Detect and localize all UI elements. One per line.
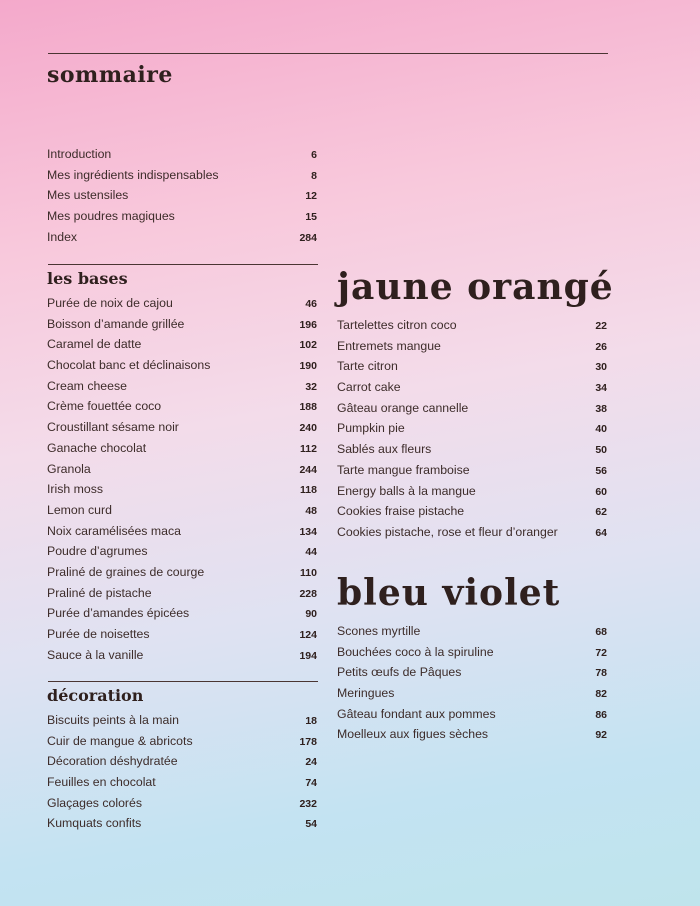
entry-page-number: 38 — [595, 402, 607, 415]
toc-entry — [337, 665, 607, 686]
bleu-violet-list — [337, 624, 607, 748]
entry-page-number: 196 — [299, 318, 317, 331]
entry-page-number: 60 — [595, 485, 607, 498]
entry-label: Purée de noisettes — [47, 627, 150, 641]
entry-label: Granola — [47, 461, 91, 476]
entry-page-number: 68 — [595, 626, 607, 638]
entry-label: Purée de noix de cajou — [47, 296, 173, 310]
entry-label: Irish moss — [47, 482, 104, 497]
toc-entry — [337, 339, 607, 360]
entry-label: Carrot cake — [337, 380, 401, 395]
entry-label: Purée d’amandes épicées — [47, 606, 190, 621]
entry-page-number: 12 — [305, 190, 317, 203]
entry-page-number: 74 — [305, 777, 317, 790]
entry-label: Caramel de datte — [47, 337, 142, 352]
entry-page-number: 78 — [595, 667, 607, 680]
toc-entry — [47, 565, 317, 586]
entry-label: Tarte mangue framboise — [337, 462, 470, 477]
jaune-orange-list — [337, 318, 607, 546]
entry-page-number: 110 — [300, 566, 317, 579]
les-bases-title: les bases — [47, 269, 128, 288]
entry-page-number: 124 — [299, 629, 317, 641]
entry-label: Mes ingrédients indispensables — [47, 167, 219, 182]
entry-label: Cream cheese — [47, 378, 127, 393]
entry-label: Praliné de graines de courge — [47, 564, 205, 579]
entry-page-number: 194 — [299, 649, 317, 662]
entry-label: Petits œufs de Pâques — [337, 665, 462, 680]
entry-label: Index — [47, 229, 78, 244]
toc-entry — [47, 358, 317, 379]
entry-page-number: 62 — [595, 506, 607, 519]
entry-page-number: 44 — [305, 546, 317, 559]
entry-page-number: 48 — [305, 504, 317, 517]
entry-page-number: 86 — [595, 708, 607, 721]
toc-entry — [47, 399, 317, 420]
entry-page-number: 284 — [299, 231, 317, 244]
entry-page-number: 92 — [595, 729, 607, 742]
entry-page-number: 90 — [305, 608, 317, 621]
decoration-list — [47, 713, 317, 837]
toc-entry — [47, 441, 317, 462]
toc-entry — [47, 379, 317, 400]
entry-page-number: 32 — [305, 380, 317, 393]
toc-entry — [337, 624, 607, 645]
entry-page-number: 190 — [299, 360, 317, 373]
toc-entry — [337, 359, 607, 380]
sommaire-title: sommaire — [47, 62, 173, 88]
toc-entry — [47, 606, 317, 627]
entry-label: Pumpkin pie — [337, 421, 405, 436]
entry-label: Meringues — [337, 686, 395, 701]
toc-entry — [47, 230, 317, 251]
toc-entry — [47, 420, 317, 441]
entry-page-number: 15 — [305, 211, 317, 224]
decoration-title: décoration — [47, 686, 144, 705]
entry-page-number: 82 — [595, 688, 607, 701]
toc-entry — [337, 686, 607, 707]
les-bases-list — [47, 296, 317, 668]
entry-label: Crème fouettée coco — [47, 399, 162, 414]
les-bases-rule — [48, 264, 318, 265]
toc-entry — [337, 484, 607, 505]
entry-page-number: 54 — [305, 818, 317, 831]
entry-label: Boisson d’amande grillée — [47, 316, 185, 331]
toc-entry — [47, 209, 317, 230]
entry-label: Biscuits peints à la main — [47, 713, 179, 727]
entry-page-number: 34 — [595, 382, 607, 395]
entry-page-number: 112 — [300, 442, 317, 455]
entry-label: Ganache chocolat — [47, 440, 147, 455]
entry-page-number: 102 — [299, 339, 317, 352]
toc-entry — [47, 713, 317, 734]
entry-label: Moelleux aux figues sèches — [337, 727, 489, 742]
toc-entry — [47, 188, 317, 209]
toc-entry — [47, 462, 317, 483]
toc-entry — [337, 380, 607, 401]
entry-label: Lemon curd — [47, 502, 112, 517]
entry-page-number: 178 — [299, 735, 317, 748]
entry-label: Décoration déshydratée — [47, 754, 178, 769]
entry-page-number: 134 — [299, 525, 317, 538]
entry-label: Entremets mangue — [337, 338, 441, 353]
toc-entry — [47, 147, 317, 168]
entry-label: Gâteau orange cannelle — [337, 400, 469, 415]
entry-label: Mes poudres magiques — [47, 209, 175, 224]
entry-page-number: 50 — [595, 444, 607, 457]
toc-entry — [337, 727, 607, 748]
toc-entry — [337, 421, 607, 442]
entry-label: Energy balls à la mangue — [337, 483, 476, 498]
entry-page-number: 30 — [595, 361, 607, 374]
toc-entry — [47, 524, 317, 545]
toc-entry — [47, 734, 317, 755]
entry-label: Kumquats confits — [47, 816, 142, 831]
entry-page-number: 46 — [305, 298, 317, 310]
toc-entry — [47, 337, 317, 358]
top-rule — [48, 53, 608, 54]
entry-page-number: 18 — [305, 715, 317, 727]
sommaire-list — [47, 147, 317, 250]
jaune-orange-title: jaune orangé — [337, 266, 614, 308]
toc-entry — [47, 754, 317, 775]
toc-entry — [47, 503, 317, 524]
decoration-rule — [48, 681, 318, 682]
entry-page-number: 228 — [299, 587, 317, 600]
entry-label: Noix caramélisées maca — [47, 523, 181, 538]
toc-entry — [47, 775, 317, 796]
entry-page-number: 8 — [311, 169, 317, 182]
toc-entry — [47, 648, 317, 669]
entry-page-number: 72 — [595, 646, 607, 659]
entry-page-number: 118 — [300, 484, 317, 497]
entry-page-number: 64 — [595, 526, 607, 539]
toc-entry — [47, 544, 317, 565]
entry-page-number: 40 — [595, 423, 607, 436]
toc-entry — [47, 296, 317, 317]
entry-label: Introduction — [47, 147, 112, 161]
toc-entry — [337, 707, 607, 728]
entry-page-number: 6 — [311, 149, 317, 161]
entry-label: Mes ustensiles — [47, 188, 129, 203]
entry-label: Cookies fraise pistache — [337, 504, 465, 519]
entry-label: Poudre d’agrumes — [47, 544, 148, 559]
entry-label: Gâteau fondant aux pommes — [337, 706, 496, 721]
toc-entry — [47, 317, 317, 338]
entry-page-number: 26 — [595, 340, 607, 353]
toc-entry — [337, 463, 607, 484]
entry-page-number: 22 — [595, 320, 607, 332]
toc-entry — [337, 401, 607, 422]
toc-entry — [47, 627, 317, 648]
entry-page-number: 188 — [299, 401, 317, 414]
entry-label: Scones myrtille — [337, 624, 421, 638]
entry-label: Croustillant sésame noir — [47, 420, 179, 435]
bleu-violet-title: bleu violet — [337, 572, 561, 614]
entry-label: Glaçages colorés — [47, 795, 143, 810]
toc-entry — [337, 504, 607, 525]
toc-entry — [47, 796, 317, 817]
entry-page-number: 24 — [305, 756, 317, 769]
entry-label: Cookies pistache, rose et fleur d’oranger — [337, 524, 558, 539]
entry-label: Bouchées coco à la spiruline — [337, 644, 494, 659]
toc-entry — [337, 645, 607, 666]
entry-label: Chocolat banc et déclinaisons — [47, 358, 211, 373]
entry-label: Sauce à la vanille — [47, 647, 144, 662]
toc-entry — [47, 168, 317, 189]
entry-label: Sablés aux fleurs — [337, 442, 432, 457]
entry-label: Tarte citron — [337, 359, 398, 374]
entry-label: Praliné de pistache — [47, 585, 152, 600]
entry-page-number: 56 — [595, 464, 607, 477]
toc-entry — [337, 318, 607, 339]
entry-page-number: 244 — [299, 463, 317, 476]
toc-entry — [47, 482, 317, 503]
entry-label: Cuir de mangue & abricots — [47, 733, 193, 748]
toc-entry — [337, 442, 607, 463]
entry-page-number: 240 — [299, 422, 317, 435]
entry-page-number: 232 — [299, 797, 317, 810]
entry-label: Feuilles en chocolat — [47, 775, 156, 790]
toc-entry — [337, 525, 607, 546]
toc-entry — [47, 816, 317, 837]
toc-entry — [47, 586, 317, 607]
entry-label: Tartelettes citron coco — [337, 318, 457, 332]
